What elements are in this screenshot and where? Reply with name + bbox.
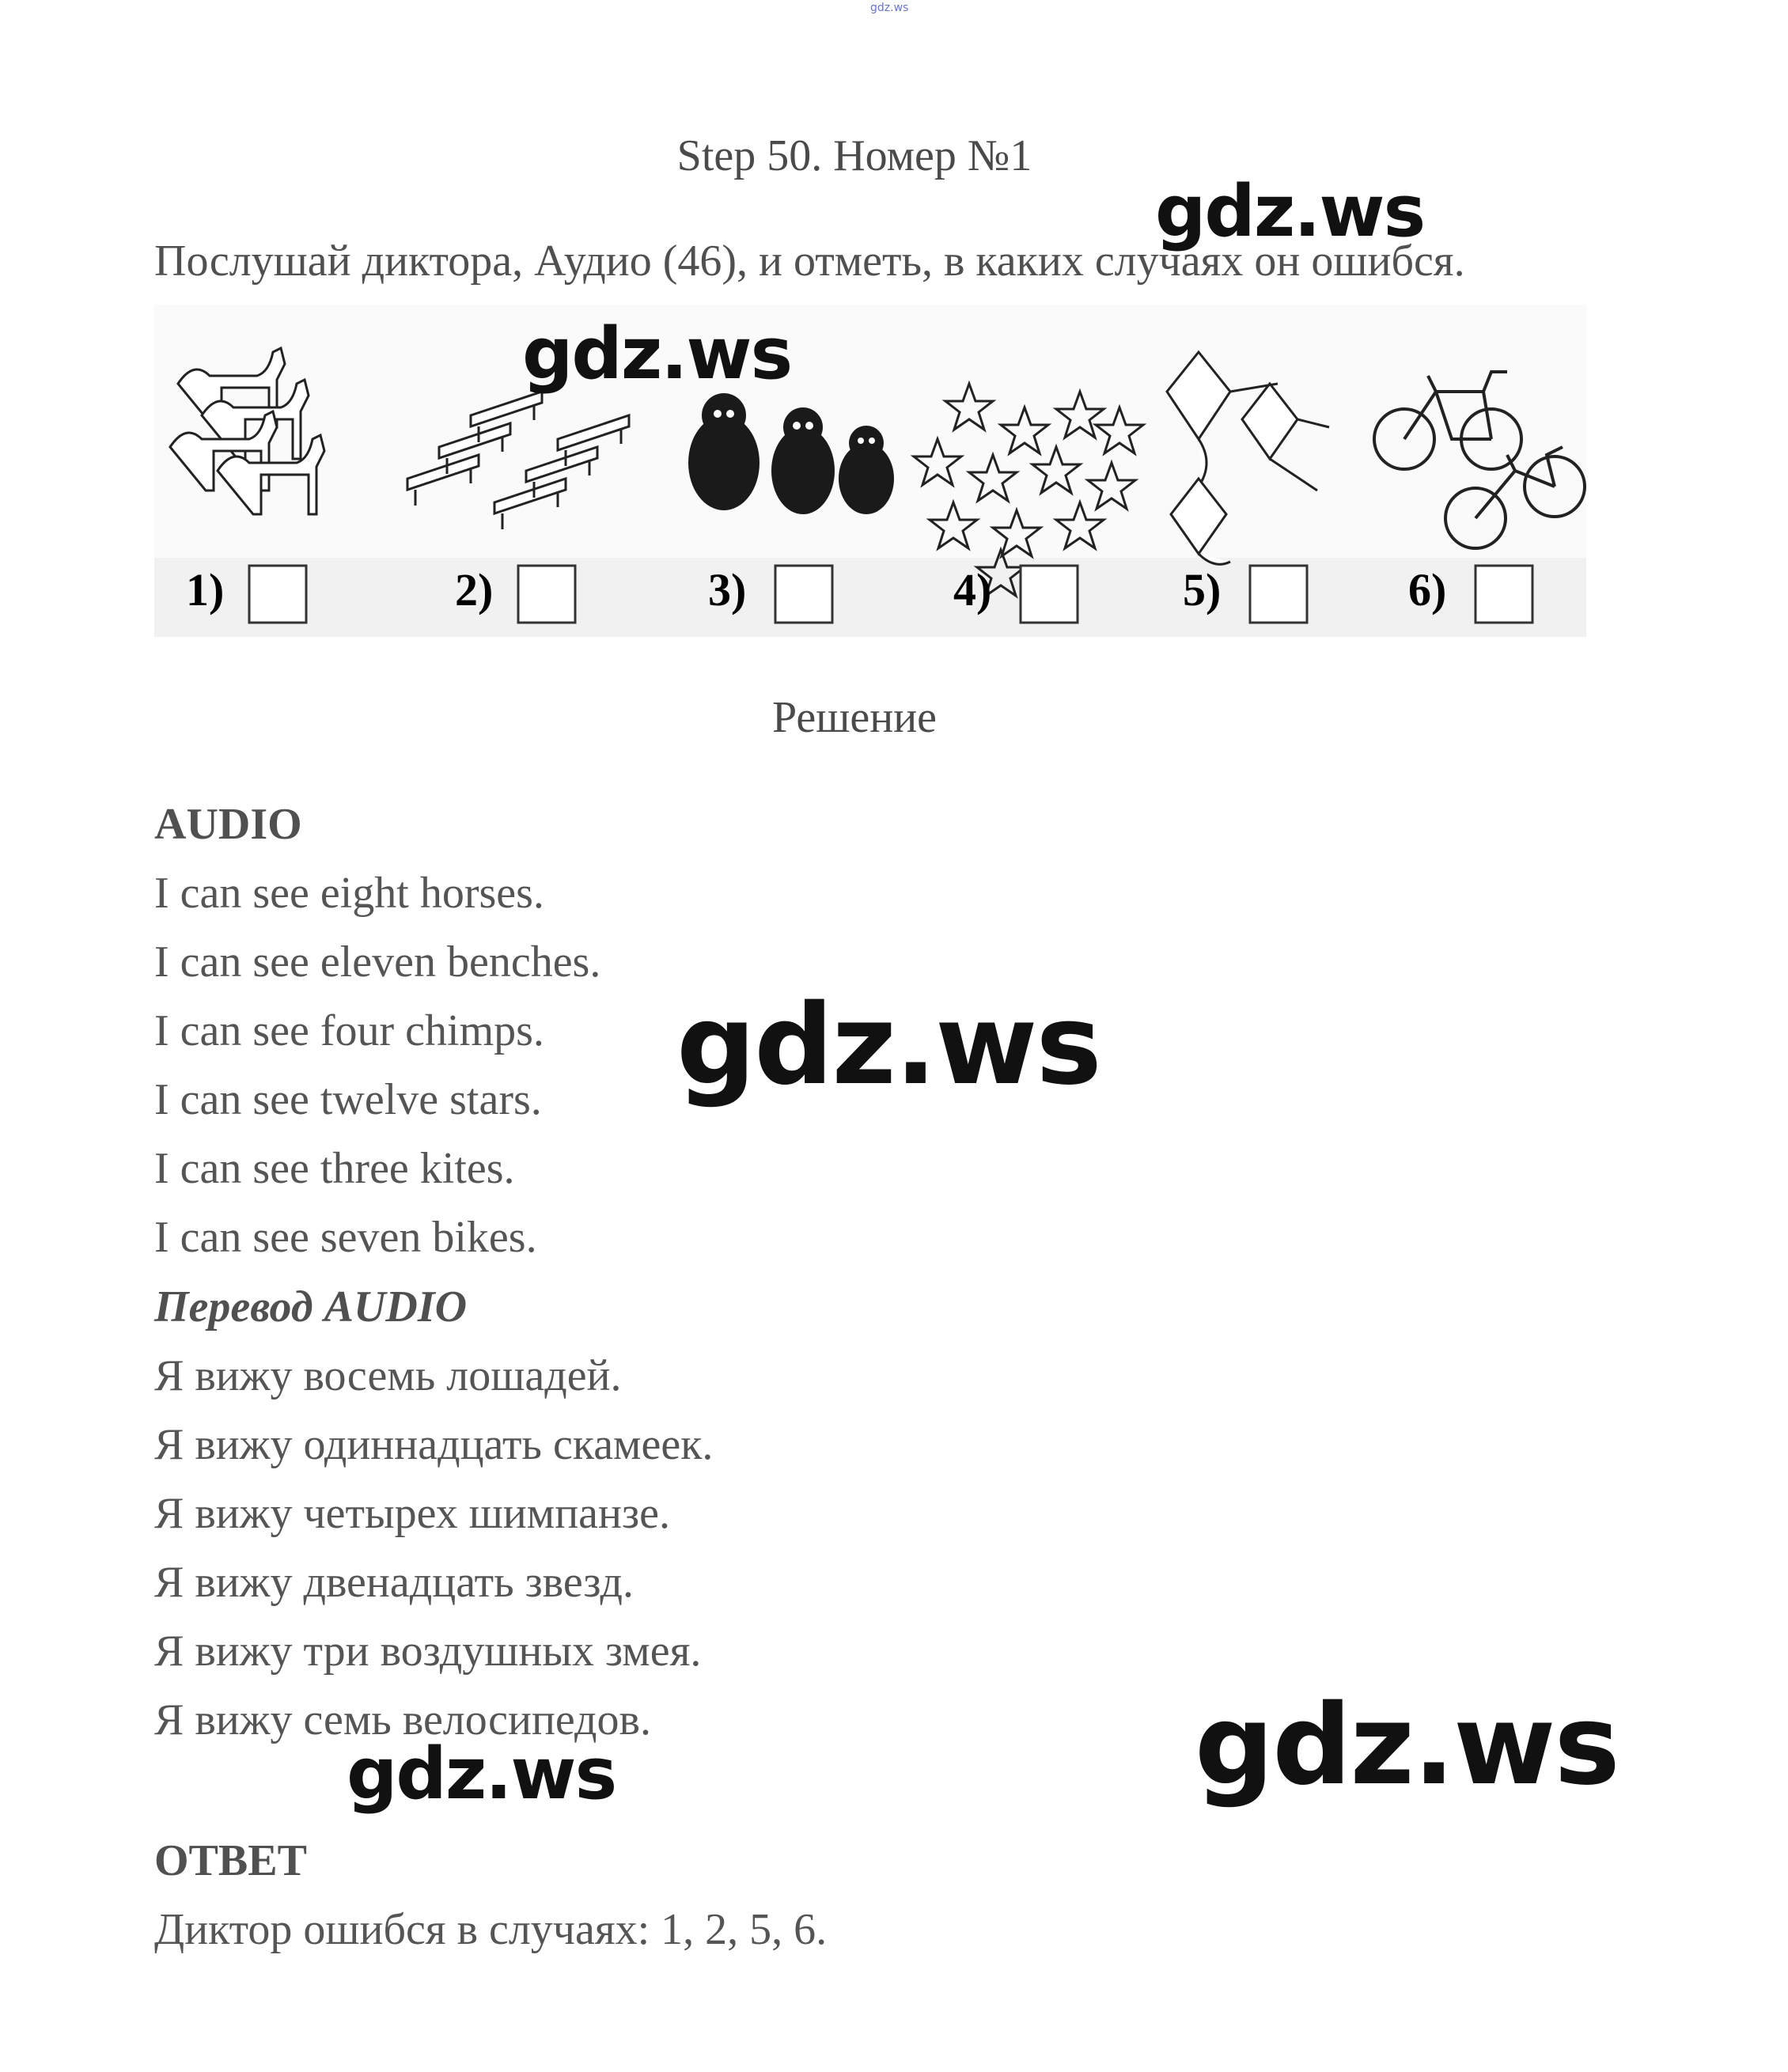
watermark: gdz.ws (1155, 170, 1425, 253)
translation-title: Перевод AUDIO (154, 1282, 468, 1331)
audio-line: I can see three kites. (154, 1144, 515, 1193)
watermark: gdz.ws (676, 981, 1100, 1110)
checkbox-label: 3) (708, 564, 747, 616)
audio-line: I can see twelve stars. (154, 1075, 542, 1124)
translation-line: Я вижу три воздушных змея. (154, 1627, 702, 1676)
checkbox-label: 1) (186, 564, 225, 616)
watermark: gdz.ws (522, 313, 792, 396)
audio-line: I can see eleven benches. (154, 938, 601, 987)
translation-line: Я вижу четырех шимпанзе. (154, 1489, 670, 1538)
watermark: gdz.ws (1195, 1681, 1619, 1810)
audio-line: I can see seven bikes. (154, 1213, 537, 1262)
watermark: gdz.ws (347, 1733, 616, 1816)
translation-line: Я вижу семь велосипедов. (154, 1695, 651, 1744)
audio-line: I can see eight horses. (154, 869, 544, 918)
checkbox-label: 4) (953, 564, 992, 616)
translation-line: Я вижу двенадцать звезд. (154, 1558, 634, 1607)
checkbox-label: 6) (1408, 564, 1447, 616)
answer-text: Диктор ошибся в случаях: 1, 2, 5, 6. (154, 1905, 828, 1954)
answer-title: ОТВЕТ (154, 1836, 307, 1885)
exercise-picture-strip (154, 305, 1586, 637)
translation-line: Я вижу восемь лошадей. (154, 1351, 622, 1400)
checkbox-label: 2) (455, 564, 494, 616)
audio-line: I can see four chimps. (154, 1006, 544, 1055)
exercise-instruction: Послушай диктора, Аудио (46), и отметь, в каких случаях он ошибся. (154, 237, 1465, 286)
translation-line: Я вижу одиннадцать скамеек. (154, 1420, 714, 1469)
solution-heading: Решение (771, 693, 938, 742)
audio-title: AUDIO (154, 800, 302, 849)
source-mark: gdz.ws (870, 2, 909, 14)
page-title: Step 50. Номер №1 (676, 131, 1032, 180)
checkbox-label: 5) (1183, 564, 1222, 616)
